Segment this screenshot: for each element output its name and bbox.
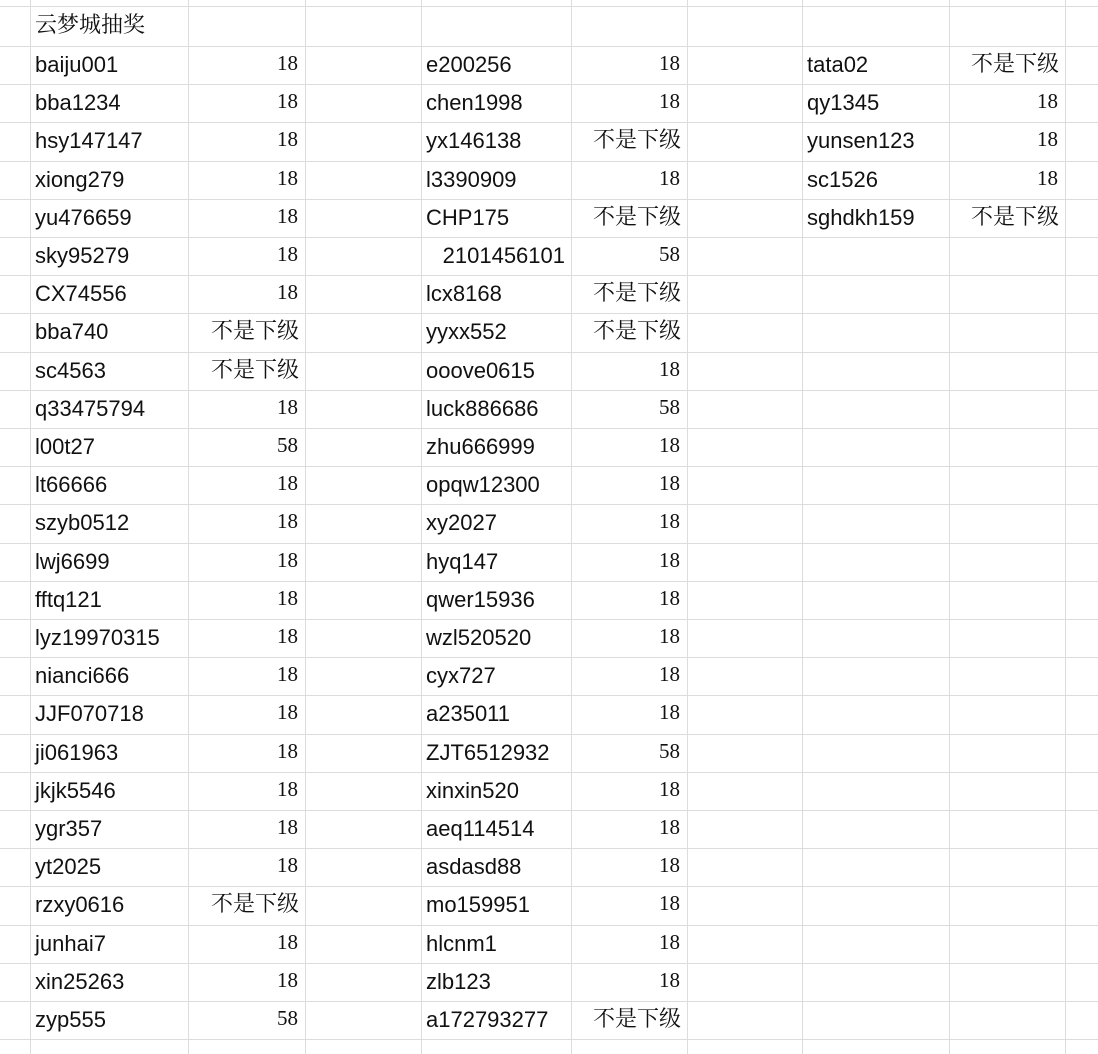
amount-cell[interactable]: 58 [659, 395, 680, 419]
amount-cell[interactable]: 18 [277, 204, 298, 228]
amount-cell[interactable]: 18 [277, 127, 298, 151]
username-cell[interactable]: aeq114514 [426, 816, 535, 841]
amount-cell[interactable]: 58 [659, 242, 680, 266]
column-divider [1065, 0, 1066, 1054]
status-cell[interactable]: 不是下级 [210, 892, 299, 917]
username-cell[interactable]: hsy147147 [35, 128, 143, 153]
amount-cell[interactable]: 18 [277, 89, 298, 113]
username-cell[interactable]: cyx727 [426, 663, 496, 688]
column-divider [305, 0, 306, 1054]
username-cell[interactable]: qwer15936 [426, 587, 535, 612]
username-cell[interactable]: junhai7 [35, 931, 106, 956]
status-cell[interactable]: 不是下级 [970, 205, 1059, 230]
username-cell[interactable]: e200256 [426, 52, 512, 77]
status-cell[interactable]: 不是下级 [592, 205, 681, 230]
username-cell[interactable]: xiong279 [35, 167, 125, 192]
username-cell[interactable]: bba740 [35, 319, 109, 344]
amount-cell[interactable]: 18 [277, 853, 298, 877]
username-cell[interactable]: wzl520520 [426, 625, 532, 650]
amount-cell[interactable]: 18 [277, 548, 298, 572]
amount-cell[interactable]: 18 [277, 739, 298, 763]
username-cell[interactable]: zhu666999 [426, 434, 535, 459]
amount-cell[interactable]: 18 [277, 471, 298, 495]
username-cell[interactable]: q33475794 [35, 396, 146, 421]
amount-cell[interactable]: 18 [659, 166, 680, 190]
amount-cell[interactable]: 18 [277, 280, 298, 304]
username-cell[interactable]: JJF070718 [35, 701, 144, 726]
username-cell[interactable]: chen1998 [426, 90, 523, 115]
username-cell[interactable]: sghdkh159 [807, 205, 915, 230]
username-cell[interactable]: tata02 [807, 52, 869, 77]
username-cell[interactable]: sc4563 [35, 358, 106, 383]
username-cell[interactable]: a235011 [426, 701, 511, 726]
username-cell[interactable]: opqw12300 [426, 472, 540, 497]
sheet-title-cell[interactable]: 云梦城抽奖 [35, 13, 146, 38]
username-cell[interactable]: l00t27 [35, 434, 95, 459]
amount-cell[interactable]: 18 [659, 853, 680, 877]
amount-cell[interactable]: 18 [659, 815, 680, 839]
amount-cell[interactable]: 18 [277, 166, 298, 190]
username-cell[interactable]: yu476659 [35, 205, 132, 230]
amount-cell[interactable]: 58 [277, 433, 298, 457]
username-cell[interactable]: mo159951 [426, 892, 530, 917]
username-cell[interactable]: luck886686 [426, 396, 539, 421]
username-cell[interactable]: a172793277 [426, 1007, 549, 1032]
amount-cell[interactable]: 18 [277, 777, 298, 801]
status-cell[interactable]: 不是下级 [592, 281, 681, 306]
username-cell[interactable]: zlb123 [426, 969, 491, 994]
status-cell[interactable]: 不是下级 [592, 1007, 681, 1032]
amount-cell[interactable]: 18 [659, 586, 680, 610]
status-cell[interactable]: 不是下级 [970, 52, 1059, 77]
username-cell[interactable]: nianci666 [35, 663, 130, 688]
column-divider [687, 0, 688, 1054]
amount-cell[interactable]: 18 [659, 700, 680, 724]
status-cell[interactable]: 不是下级 [592, 128, 681, 153]
username-cell[interactable]: sky95279 [35, 243, 130, 268]
username-cell[interactable]: ZJT6512932 [426, 740, 550, 765]
username-cell[interactable]: ji061963 [35, 740, 119, 765]
username-cell[interactable]: CX74556 [35, 281, 127, 306]
amount-cell[interactable]: 18 [277, 662, 298, 686]
username-cell[interactable]: yunsen123 [807, 128, 915, 153]
amount-cell[interactable]: 18 [659, 777, 680, 801]
amount-cell[interactable]: 18 [277, 586, 298, 610]
amount-cell[interactable]: 18 [659, 51, 680, 75]
amount-cell[interactable]: 18 [1037, 127, 1058, 151]
username-cell[interactable]: fftq121 [35, 587, 102, 612]
amount-cell[interactable]: 18 [659, 509, 680, 533]
amount-cell[interactable]: 18 [659, 357, 680, 381]
amount-cell[interactable]: 18 [277, 930, 298, 954]
username-cell[interactable]: l3390909 [426, 167, 517, 192]
amount-cell[interactable]: 18 [659, 433, 680, 457]
amount-cell[interactable]: 18 [659, 624, 680, 648]
username-cell[interactable]: ooove0615 [426, 358, 535, 383]
username-cell[interactable]: rzxy0616 [35, 892, 125, 917]
username-cell[interactable]: yt2025 [35, 854, 102, 879]
amount-cell[interactable]: 18 [659, 89, 680, 113]
amount-cell[interactable]: 18 [659, 662, 680, 686]
username-cell[interactable]: xinxin520 [426, 778, 519, 803]
amount-cell[interactable]: 18 [659, 548, 680, 572]
amount-cell[interactable]: 18 [1037, 89, 1058, 113]
amount-cell[interactable]: 18 [277, 624, 298, 648]
username-cell[interactable]: yx146138 [426, 128, 522, 153]
username-cell[interactable]: lyz19970315 [35, 625, 160, 650]
username-cell[interactable]: bba1234 [35, 90, 121, 115]
status-cell[interactable]: 不是下级 [210, 319, 299, 344]
amount-cell[interactable]: 18 [277, 968, 298, 992]
username-cell[interactable]: lt66666 [35, 472, 108, 497]
amount-cell[interactable]: 18 [277, 509, 298, 533]
username-cell[interactable]: lcx8168 [426, 281, 502, 306]
username-cell[interactable]: ygr357 [35, 816, 103, 841]
amount-cell[interactable]: 18 [277, 242, 298, 266]
username-cell[interactable]: xin25263 [35, 969, 125, 994]
amount-cell[interactable]: 18 [277, 815, 298, 839]
username-cell[interactable]: szyb0512 [35, 510, 130, 535]
username-cell[interactable]: qy1345 [807, 90, 880, 115]
username-cell[interactable]: lwj6699 [35, 549, 110, 574]
amount-cell[interactable]: 18 [659, 891, 680, 915]
amount-cell[interactable]: 18 [1037, 166, 1058, 190]
username-cell[interactable]: jkjk5546 [35, 778, 116, 803]
row-divider [0, 1039, 1098, 1040]
amount-cell[interactable]: 18 [277, 395, 298, 419]
username-cell[interactable]: CHP175 [426, 205, 510, 230]
amount-cell[interactable]: 58 [659, 739, 680, 763]
amount-cell[interactable]: 18 [277, 51, 298, 75]
status-cell[interactable]: 不是下级 [210, 358, 299, 383]
username-cell[interactable]: hyq147 [426, 549, 499, 574]
amount-cell[interactable]: 58 [277, 1006, 298, 1030]
amount-cell[interactable]: 18 [659, 930, 680, 954]
username-cell[interactable]: yyxx552 [426, 319, 507, 344]
amount-cell[interactable]: 18 [659, 968, 680, 992]
username-cell[interactable]: hlcnm1 [426, 931, 497, 956]
username-cell[interactable]: 2101456101 [442, 243, 565, 268]
amount-cell[interactable]: 18 [277, 700, 298, 724]
username-cell[interactable]: asdasd88 [426, 854, 522, 879]
status-cell[interactable]: 不是下级 [592, 319, 681, 344]
username-cell[interactable]: xy2027 [426, 510, 497, 535]
username-cell[interactable]: sc1526 [807, 167, 878, 192]
username-cell[interactable]: baiju001 [35, 52, 119, 77]
username-cell[interactable]: zyp555 [35, 1007, 106, 1032]
amount-cell[interactable]: 18 [659, 471, 680, 495]
